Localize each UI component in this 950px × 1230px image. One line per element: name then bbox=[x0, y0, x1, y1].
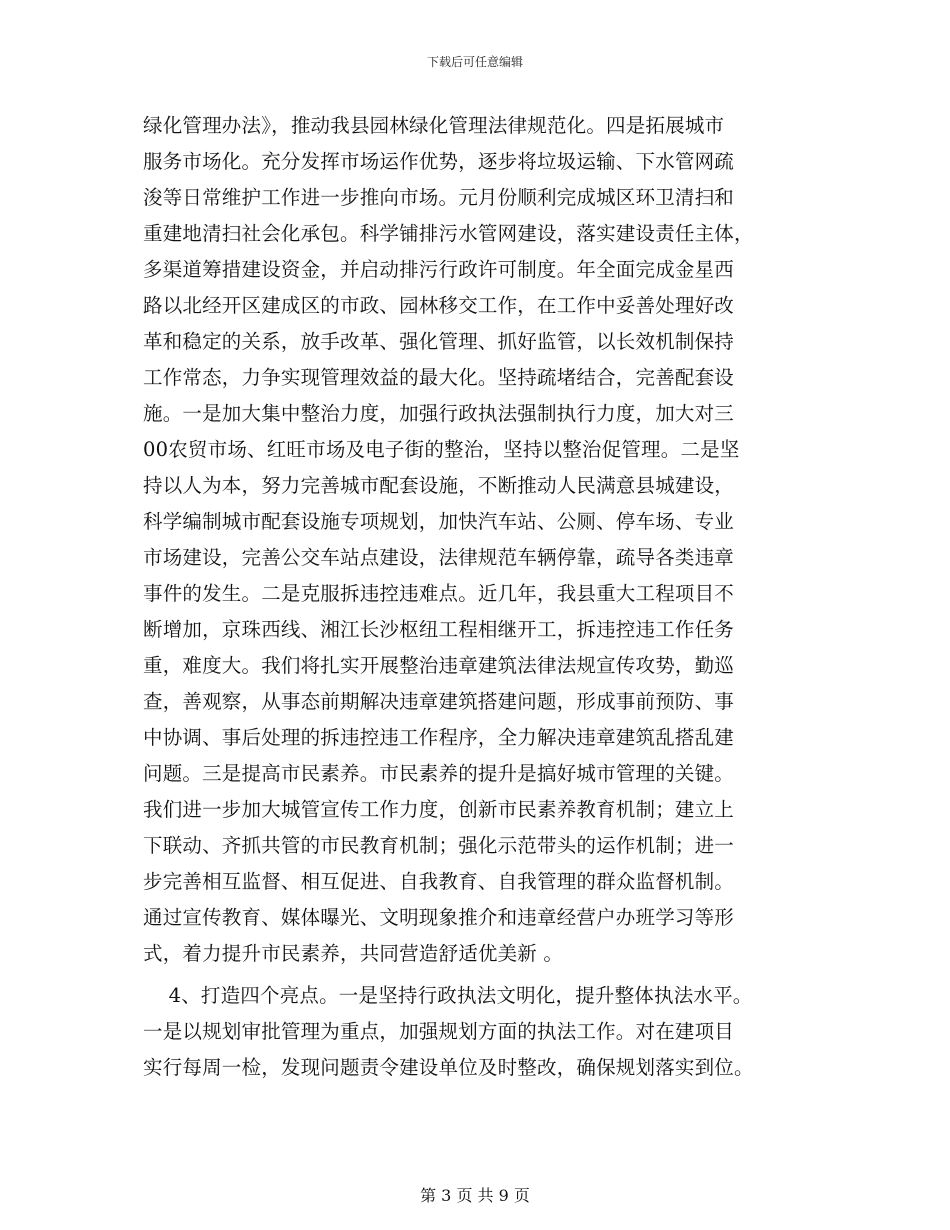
text-line: 事件的发生。二是克服拆违控违难点。近几年，我县重大工程项目不 bbox=[143, 582, 735, 605]
text-line: 断增加，京珠西线、湘江长沙枢纽工程相继开工，拆违控违工作任务 bbox=[143, 618, 735, 641]
text-line: 一是以规划审批管理为重点，加强规划方面的执法工作。对在建项目 bbox=[143, 1020, 735, 1043]
text-line: 00农贸市场、红旺市场及电子街的整治，坚持以整治促管理。二是坚 bbox=[143, 438, 740, 461]
page-header: 下载后可任意编辑 bbox=[426, 55, 523, 69]
text-line: 重建地清扫社会化承包。科学铺排污水管网建设，落实建设责任主体， bbox=[143, 222, 754, 245]
text-line: 中协调、事后处理的拆违控违工作程序，全力解决违章建筑乱搭乱建 bbox=[143, 726, 735, 749]
text-line: 科学编制城市配套设施专项规划，加快汽车站、公厕、停车场、专业 bbox=[143, 510, 735, 533]
text-line: 步完善相互监督、相互促进、自我教育、自我管理的群众监督机制。 bbox=[143, 870, 735, 893]
text-line: 持以人为本，努力完善城市配套设施，不断推动人民满意县城建设， bbox=[143, 474, 735, 497]
document-body bbox=[143, 108, 823, 1086]
text-line: 工作常态，力争实现管理效益的最大化。坚持疏堵结合，完善配套设 bbox=[143, 366, 735, 389]
text-line: 我们进一步加大城管宣传工作力度，创新市民素养教育机制；建立上 bbox=[143, 798, 735, 821]
text-line: 绿化管理办法》，推动我县园林绿化管理法律规范化。四是拓展城市 bbox=[143, 114, 725, 137]
text-line: 下联动、齐抓共管的市民教育机制；强化示范带头的运作机制；进一 bbox=[143, 834, 735, 857]
text-line: 市场建设，完善公交车站点建设，法律规范车辆停靠，疏导各类违章 bbox=[143, 546, 735, 569]
text-line: 通过宣传教育、媒体曝光、文明现象推介和违章经营户办班学习等形 bbox=[143, 906, 735, 929]
text-line: 革和稳定的关系，放手改革、强化管理、抓好监管，以长效机制保持 bbox=[143, 330, 735, 353]
text-line: 施。一是加大集中整治力度，加强行政执法强制执行力度，加大对三 bbox=[143, 402, 735, 425]
text-line: 实行每周一检，发现问题责令建设单位及时整改，确保规划落实到位。 bbox=[143, 1056, 754, 1079]
text-line: 多渠道筹措建设资金，并启动排污行政许可制度。年全面完成金星西 bbox=[143, 258, 735, 281]
text-line: 4、打造四个亮点。一是坚持行政执法文明化，提升整体执法水平。 bbox=[143, 984, 753, 1007]
text-line: 问题。三是提高市民素养。市民素养的提升是搞好城市管理的关键。 bbox=[143, 762, 735, 785]
paragraph-1 bbox=[143, 108, 823, 972]
paragraph-2 bbox=[143, 978, 823, 1086]
page-number-footer: 第 3 页 共 9 页 bbox=[420, 1186, 530, 1205]
text-line: 浚等日常维护工作进一步推向市场。元月份顺利完成城区环卫清扫和 bbox=[143, 186, 735, 209]
text-line: 路以北经开区建成区的市政、园林移交工作，在工作中妥善处理好改 bbox=[143, 294, 735, 317]
text-line: 服务市场化。充分发挥市场运作优势，逐步将垃圾运输、下水管网疏 bbox=[143, 150, 735, 173]
text-line: 式，着力提升市民素养，共同营造舒适优美新 。 bbox=[143, 942, 564, 965]
text-line: 查，善观察，从事态前期解决违章建筑搭建问题，形成事前预防、事 bbox=[143, 690, 735, 713]
text-line: 重，难度大。我们将扎实开展整治违章建筑法律法规宣传攻势，勤巡 bbox=[143, 654, 735, 677]
